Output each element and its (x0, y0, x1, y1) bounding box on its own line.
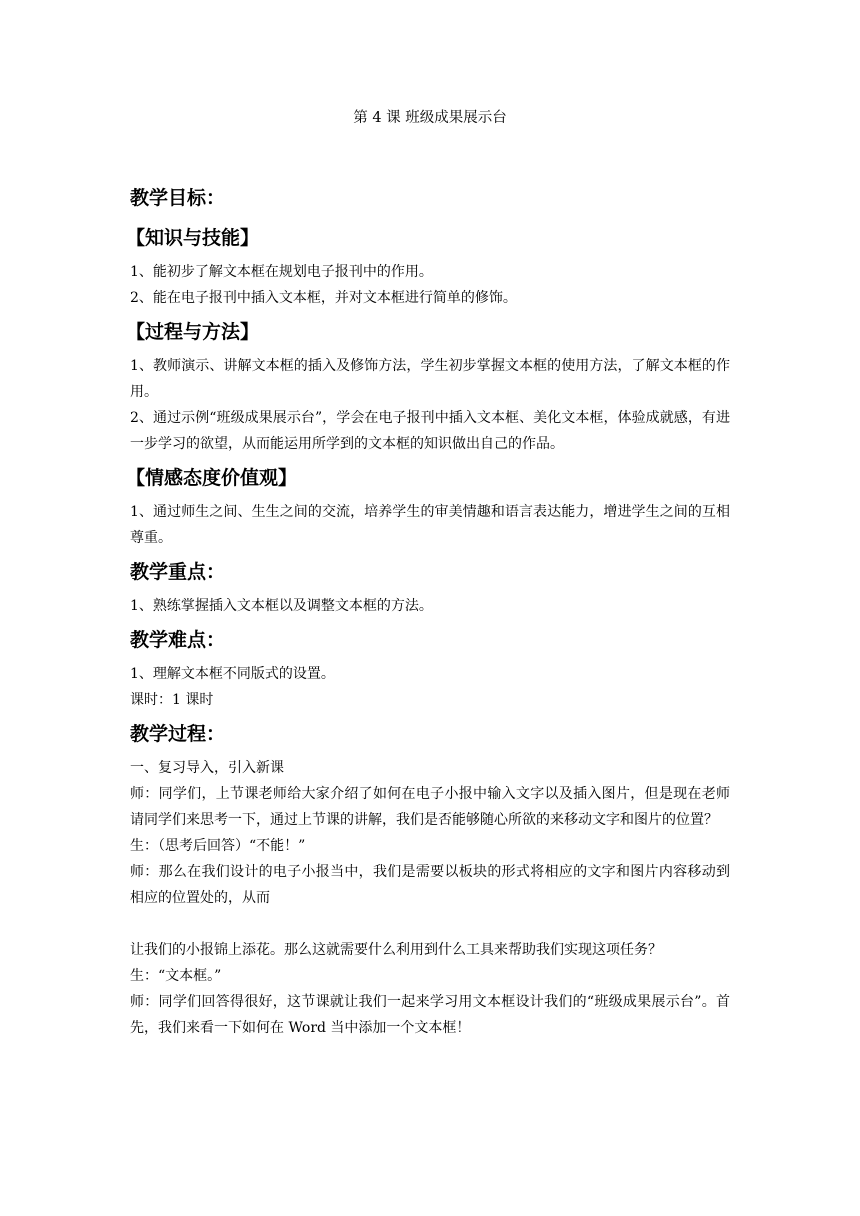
emotion-item: 1、通过师生之间、生生之间的交流，培养学生的审美情趣和语言表达能力，增进学生之间的互相尊重。 (130, 504, 730, 546)
process-heading: 【过程与方法】 (126, 321, 260, 343)
page-title: 第 4 课 班级成果展示台 (353, 110, 507, 126)
focus-heading: 教学重点： (130, 561, 226, 583)
procedure-item: 师：同学们，上节课老师给大家介绍了如何在电子小报中输入文字以及插入图片，但是现在老师请同学们来思考一下，通过上节课的讲解，我们是否能够随心所欲的来移动文字和图片的位置？ (130, 786, 730, 828)
knowledge-item: 1、能初步了解文本框在规划电子报刊中的作用。 (130, 264, 433, 280)
procedure-item: 师：那么在我们设计的电子小报当中，我们是需要以板块的形式将相应的文字和图片内容移动到相应的位置处的，从而 (130, 864, 730, 906)
procedure-item: 让我们的小报锦上添花。那么这就需要什么利用到什么工具来帮助我们实现这项任务？ (130, 942, 662, 958)
emotion-heading: 【情感态度价值观】 (126, 467, 298, 489)
procedure-item: 生：（思考后回答）“不能！” (130, 838, 306, 854)
procedure-item: 一、复习导入，引入新课 (130, 760, 284, 776)
procedure-heading: 教学过程： (130, 723, 226, 745)
focus-item: 1、熟练掌握插入文本框以及调整文本框的方法。 (130, 598, 433, 614)
procedure-item: 生：“文本框。” (130, 968, 222, 984)
difficulty-heading: 教学难点： (130, 629, 226, 651)
objectives-heading: 教学目标： (130, 187, 226, 209)
knowledge-item: 2、能在电子报刊中插入文本框，并对文本框进行简单的修饰。 (130, 290, 517, 306)
process-item: 2、通过示例“班级成果展示台”，学会在电子报刊中插入文本框、美化文本框，体验成就感，有进一步学习的欲望，从而能运用所学到的文本框的知识做出自己的作品。 (130, 410, 730, 452)
difficulty-item: 1、理解文本框不同版式的设置。 (130, 666, 335, 682)
class-hours: 课时：1 课时 (130, 692, 214, 708)
document-body (126, 183, 730, 1041)
process-item: 1、教师演示、讲解文本框的插入及修饰方法，学生初步掌握文本框的使用方法，了解文本框的作用。 (130, 358, 730, 400)
procedure-item: 师：同学们回答得很好，这节课就让我们一起来学习用文本框设计我们的“班级成果展示台”。首先，我们来看一下如何在 Word 当中添加一个文本框！ (130, 994, 730, 1036)
knowledge-heading: 【知识与技能】 (126, 227, 260, 249)
